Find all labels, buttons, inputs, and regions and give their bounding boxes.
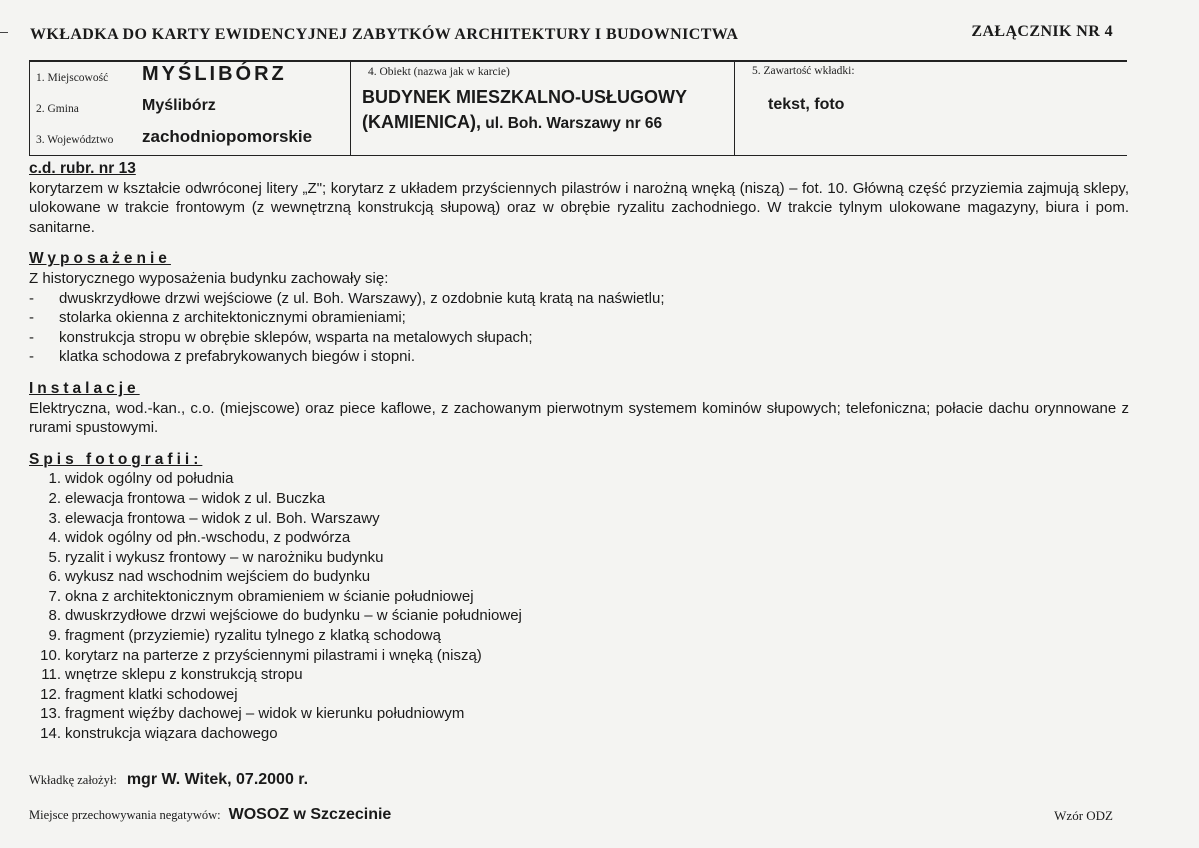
author-label: Wkładkę założył:: [29, 773, 117, 787]
locality-value: MYŚLIBÓRZ: [142, 63, 287, 85]
locality-label: 1. Miejscowość: [36, 72, 109, 84]
list-item: - konstrukcja stropu w obrębie sklepów, wsparta na metalowych słupach;: [29, 328, 533, 346]
photos-list: [29, 469, 1129, 743]
continuation-heading: c.d. rubr. nr 13: [29, 160, 136, 177]
author-value: mgr W. Witek, 07.2000 r.: [126, 771, 309, 788]
commune-label: 2. Gmina: [36, 103, 79, 115]
list-item: - klatka schodowa z prefabrykowanych biegów i stopni.: [29, 348, 416, 366]
voivodeship-label: 3. Województwo: [36, 134, 114, 146]
storage-label: Miejsce przechowywania negatywów:: [29, 808, 221, 822]
list-item: 1. widok ogólny od południa: [48, 470, 234, 488]
list-item: 8. dwuskrzydłowe drzwi wejściowe do budynku – w ścianie południowej: [48, 607, 522, 625]
document-title: WKŁADKA DO KARTY EWIDENCYJNEJ ZABYTKÓW ARCHITEKTURY I BUDOWNICTWA: [30, 26, 739, 43]
annex-number: ZAŁĄCZNIK NR 4: [971, 23, 1113, 40]
template-label: Wzór ODZ: [1054, 808, 1113, 823]
list-item: 5. ryzalit i wykusz frontowy – w narożniku budynku: [48, 548, 384, 566]
list-item: 12. fragment klatki schodowej: [40, 685, 238, 703]
box-divider-1: [350, 60, 351, 156]
list-item: 6. wykusz nad wschodnim wejściem do budynku: [48, 568, 371, 586]
list-item: 11. wnętrze sklepu z konstrukcją stropu: [41, 666, 303, 684]
box-left-border: [29, 60, 30, 156]
list-item: 10. korytarz na parterze z przyściennymi pilastrami i wnęką (niszą): [40, 646, 482, 664]
list-item: 9. fragment (przyziemie) ryzalitu tylnego z klatką schodową: [48, 627, 441, 645]
list-item: 13. fragment więźby dachowej – widok w kierunku południowym: [40, 705, 465, 723]
object-type: (KAMIENICA),: [362, 112, 481, 132]
equipment-heading: Wyposażenie: [29, 250, 171, 268]
list-item: 7. okna z architektonicznym obramieniem w ścianie południowej: [48, 587, 474, 605]
document-body: [29, 159, 1129, 744]
box-bottom-border: [29, 155, 1127, 156]
continuation-text: korytarzem w kształcie odwróconej litery „Z"; korytarz z układem przyściennych pilastrów i narożną wnęką (niszą) – fot. 10. Główną część przyziemia zajmują sklepy, ulokowane w trakcie frontowym (z wewnętrzną konstrukcją słupową) oraz w obrębie ryzalitu zachodniego. W trakcie tylnym ulokowane magazyny, biura i pom. sanitarne.: [29, 179, 1129, 236]
object-label: 4. Obiekt (nazwa jak w karcie): [368, 66, 510, 78]
installations-text: Elektryczna, wod.-kan., c.o. (miejscowe) oraz piece kaflowe, z zachowanym pierwotnym systemem kominów słupowych; telefoniczna; połacie dachu orynnowane z rurami spustowymi.: [29, 399, 1129, 437]
installations-heading: Instalacje: [29, 379, 140, 397]
scan-tick-mark: [0, 32, 8, 33]
list-item: 2. elewacja frontowa – widok z ul. Buczka: [48, 489, 326, 507]
storage-line: [29, 806, 391, 824]
object-name-line2: [362, 112, 662, 133]
storage-value: WOSOZ w Szczecinie: [228, 806, 392, 823]
content-value: tekst, foto: [768, 96, 845, 113]
list-item: - stolarka okienna z architektonicznymi obramieniami;: [29, 309, 406, 327]
object-name-line1: BUDYNEK MIESZKALNO-USŁUGOWY: [362, 87, 687, 107]
equipment-list: [29, 289, 1129, 367]
list-item: 3. elewacja frontowa – widok z ul. Boh. Warszawy: [48, 509, 380, 527]
list-item: 4. widok ogólny od płn.-wschodu, z podwórza: [48, 529, 351, 547]
top-rule: [29, 60, 1127, 62]
voivodeship-value: zachodniopomorskie: [142, 127, 313, 146]
commune-value: Myślibórz: [142, 97, 216, 114]
author-line: [29, 771, 308, 789]
photos-heading: Spis fotografii:: [29, 450, 203, 468]
list-item: - dwuskrzydłowe drzwi wejściowe (z ul. Boh. Warszawy), z ozdobnie kutą kratą na naświetlu;: [29, 289, 665, 307]
box-divider-2: [734, 60, 735, 156]
list-item: 14. konstrukcja wiązara dachowego: [40, 725, 278, 743]
equipment-intro: Z historycznego wyposażenia budynku zachowały się:: [29, 269, 389, 287]
object-address: ul. Boh. Warszawy nr 66: [481, 115, 663, 132]
content-label: 5. Zawartość wkładki:: [752, 65, 855, 77]
